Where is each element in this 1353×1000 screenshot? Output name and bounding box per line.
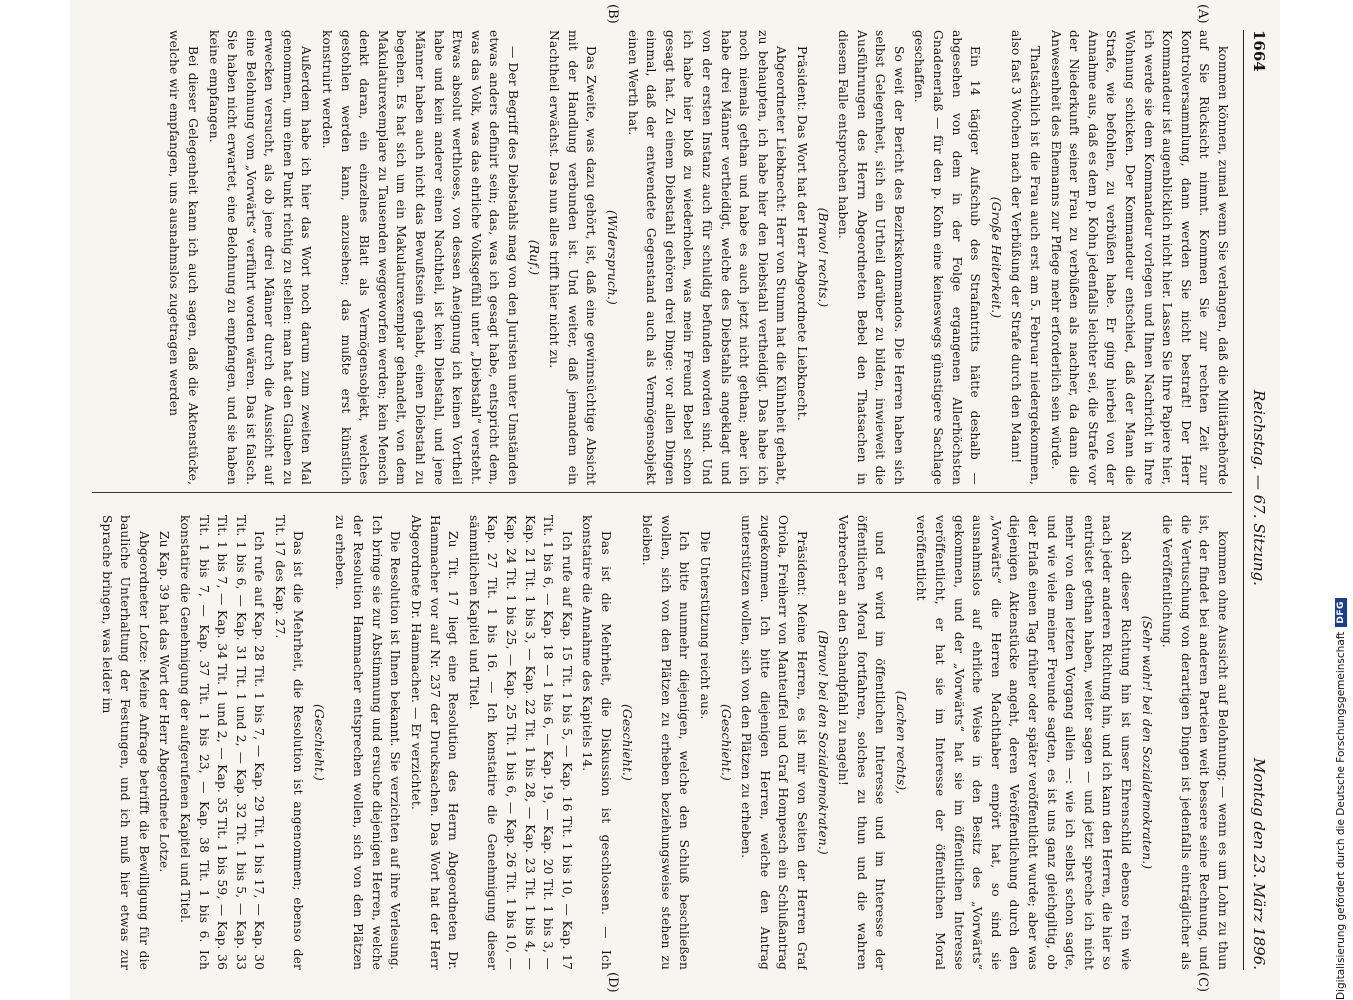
dfg-logo: DFG bbox=[1335, 598, 1347, 627]
paragraph: Das Zweite, was dazu gehört, ist, daß eine gewinnsüchtige Absicht mit der Handlung verbunden ist. Und weiter, daß jemandem ein Nachtheil erwächst. Das nun alles trifft hier nicht zu. bbox=[547, 30, 599, 485]
paragraph: Bei dieser Gelegenheit kann ich auch sagen, daß die Aktenstücke, welche wir empfangen, uns ausnahmslos zugetragen werden bbox=[167, 30, 200, 485]
paragraph: Abgeordneter Liebknecht: Herr von Stumm hat die Kühnheit gehabt, zu behaupten, ich habe hier den Diebstahl vertheidigt. Das habe ich noch niemals gethan und habe es auch jetzt nicht gethan; aber ich habe drei Männer vertheidigt, welche des Diebstahls angeklagt und von der ersten Instanz auch für schuldig befunden worden sind. Und ich habe hier bloß zu wiederholen, was mein Freund Bebel schon gesagt hat. Zu einem Diebstahl gehören drei Dinge: vor allen Dingen einmal, daß der entwendete Gegenstand auch als Vermögensobjekt einen Werth hat. bbox=[625, 30, 789, 485]
paragraph: und er wird im öffentlichen Interesse und im Interesse der öffentlichen Moral fortfahren, solches zu thun und die wahren Verbrecher an den Schandpfahl zu nageln! bbox=[836, 515, 888, 970]
digitization-credit bbox=[1333, 440, 1349, 1000]
paragraph: kommen können, zumal wenn Sie verlangen, daß die Militärbehörde auf Sie Rücksicht nimmt. Kommen Sie zur rechten Zeit zur Kontrolversammlung, dann werden Sie nicht bestraft! Der Herr Kommandeur ist augenblicklich nicht hier. Lassen Sie Ihre Papiere hier, ich werde sie dem Kommandeur vorlegen und Ihnen Nachricht in Ihre Wohnung schicken. Der Kommandeur entschied, daß der Mann die Strafe, wie befohlen, zu verbüßen habe. Er ging hierbei von der Annahme aus, daß es dem p. Kohn jedenfalls leichter sei, die Strafe vor der Niederkunft seiner Frau zu verbüßen als nachher, da dann die Anwesenheit des Ehemanns zur Pflege mehr erforderlich sein würde. bbox=[1048, 30, 1230, 485]
stage-direction: (Ruf.) bbox=[526, 239, 541, 276]
stage-direction: (Bravo! bei den Sozialdemokraten.) bbox=[815, 630, 830, 855]
paragraph: Präsident: Das Wort hat der Herr Abgeordnete Liebknecht. bbox=[794, 46, 809, 421]
margin-mark-c: (C) bbox=[1195, 972, 1210, 993]
paragraph: Die Unterstützung reicht aus. bbox=[697, 531, 712, 720]
stage-direction: (Geschieht.) bbox=[619, 704, 634, 781]
paragraph: Außerdem habe ich hier das Wort noch darum zum zweiten Mal genommen, um einen Punkt richtig zu stellen: man hat den Glauben zu erwecken versucht, als ob jene drei Männer durch die Aussicht auf eine Belohnung vom „Vorwärts“ verführt worden wären. Das ist falsch. Sie haben nicht erwartet, eine Belohnung zu empfangen, und sie haben keine empfangen. bbox=[206, 30, 314, 485]
header-date: Montag den 23. März 1896. bbox=[1250, 757, 1268, 970]
paragraph: Präsident: Meine Herren, es ist mir von Seiten der Herren Graf Oriola, Freiherr von Manteuffel und Graf Hompesch ein Schlußantrag zugekommen. Ich bitte diejenigen Herren, welche den Antrag unterstützen wollen, sich von den Plätzen zu erheben. bbox=[739, 515, 809, 970]
paragraph: Abgeordneter Lotze: Meine Anfrage betrifft die Bewilligung für die bauliche Unterhaltung der Festungen, und ich muß hier etwas zur Sprache bringen, was leider im bbox=[99, 515, 151, 970]
page-number: 1664 bbox=[1250, 30, 1268, 72]
margin-mark-d: (D) bbox=[605, 972, 620, 993]
stage-direction: (Bravo! rechts.) bbox=[815, 207, 830, 308]
stage-direction: (Lachen rechts), bbox=[893, 690, 908, 795]
rotated-newspaper-page bbox=[70, 0, 1280, 1000]
stage-direction: (Geschieht.) bbox=[312, 704, 327, 781]
margin-mark-a: (A) bbox=[1195, 4, 1210, 24]
paragraph: Zu Kap. 39 hat das Wort der Herr Abgeordnete Lotze. bbox=[157, 531, 172, 873]
paragraph: Ein 14 tägiger Aufschub des Strafantritts hätte deshalb — abgesehen von dem in der Folge ergangenen Allerhöchsten Gnadenerlaß — für den p. Kohn eine keineswegs günstigere Sachlage geschaffen. bbox=[912, 30, 983, 485]
stage-direction: (Sehr wahr! bei den Sozialdemokraten.) bbox=[1139, 615, 1154, 870]
column-divider bbox=[92, 492, 1232, 493]
paragraph: Das ist die Mehrheit, die Resolution ist angenommen; ebenso der Tit. 17 des Kap. 27. bbox=[272, 515, 306, 970]
page-header bbox=[1243, 30, 1274, 970]
stage-direction: (Große Heiterkeit.) bbox=[988, 196, 1003, 319]
paragraph: — Der Begriff des Diebstahls mag von den Juristen unter Umständen etwas anders definirt sein; das, was ich gesagt habe, entspricht dem, was das Volk, was das ehrliche Volksgefühl unter „Diebstahl“ versteht. Etwas absolut werthloses, von dessen Aneignung ich keinen Vortheil habe und kein anderer einen Nachtheil, ist kein Diebstahl, und jene Männer haben auch nicht das Bewußtsein gehabt, einen Diebstahl zu begehen. Es hat sich um ein Makulaturexemplar gehandelt, von dem Makulaturexemplare zu Tausenden weggeworfen werden; kein Mensch denkt daran, ein einzelnes Blatt als Vermögensobjekt, welches gestohlen werden kann, anzusehen; das mußte erst künstlich konstruirt werden. bbox=[320, 30, 521, 485]
right-text-column bbox=[82, 515, 1232, 970]
paragraph: Ich rufe auf Kap. 15 Tit. 1 bis 5, — Kap. 16 Tit. 1 bis 10, — Kap. 17 Tit. 1 bis 6, — Kap. 18 — 1 bis 6, — Kap. 19, — Kap. 20 Tit. 1 bis 3, — Kap. 21 Tit. 1 bis 3, — Kap. 22 Tit. 1 bis 28, — Kap. 23 Tit. 1 bis 4, — Kap. 24 Tit. 1 bis 25, — Kap. 25 Tit. 1 bis 6, — Kap. 26 Tit. 1 bis 10, — Kap. 27 Tit. 1 bis 16. — Ich konstatire die Genehmigung dieser sämmtlichen Kapitel und Titel. bbox=[466, 515, 574, 970]
stage-direction: (Widerspruch.) bbox=[605, 210, 619, 305]
paragraph: Das ist die Mehrheit, die Diskussion ist geschlossen. — Ich konstatire die Annahme des Kapitels 14. bbox=[580, 515, 613, 970]
paragraph: Nach dieser Richtung hin ist unser Ehrenschild ebenso rein wie nach jeder anderen Richtung hin, und ich kann den Herren, die hier so entrüstet gethan haben, weiter sagen — und jetzt spreche ich nicht mehr von dem letzten Vorgang allein —: wie ich selbst schon sagte, und wie viele meiner Freunde sagten, es ist uns ganz gleichgiltig, ob der Erlaß einen Tag früher oder später veröffentlicht wurde; aber was diejenigen Aktenstücke angeht, deren Veröffentlichung durch den „Vorwärts“ die Herren Machthaber empört hat, so sind sie ausnahmslos auf ehrliche Weise in den Besitz des „Vorwärts“ gekommen, und der „Vorwärts“ hat sie im öffentlichen Interesse veröffentlicht, er hat sie im Interesse der öffentlichen Moral veröffentlicht bbox=[914, 515, 1134, 970]
paragraph: Ich rufe auf Kap. 28 Tit. 1 bis 7, — Kap. 29 Tit. 1 bis 17, — Kap. 30 Tit. 1 bis 6, — Kap. 31 Tit. 1 und 2, — Kap. 32 Tit. 1 bis 5, — Kap. 33 Tit. 1 bis 7, — Kap. 34 Tit. 1 und 2, — Kap. 35 Tit. 1 bis 59, — Kap. 36 Tit. 1 bis 7, — Kap. 37 Tit. 1 bis 23, — Kap. 38 Tit. 1 bis 6. Ich konstatire die Genehmigung der aufgerufenen Kapitel und Titel. bbox=[177, 515, 267, 970]
header-session: Reichstag. — 67. Sitzung. bbox=[1250, 390, 1268, 586]
paragraph: Die Resolution ist Ihnen bekannt. Sie verzichten auf ihre Verlesung. Ich bringe sie zur Abstimmung und ersuche diejenigen Herren, welche der Resolution Hammacher entsprechen wollen, sich von den Plätzen zu erheben. bbox=[332, 515, 403, 970]
paragraph: So weit der Bericht des Bezirkskommandos. Die Herren haben sich selbst Gelegenheit, sich ein Urtheil darüber zu bilden, inwieweit die Ausführungen des Herrn Abgeordneten Bebel den Thatsachen in diesem Falle entsprochen haben. bbox=[836, 30, 906, 485]
paragraph: kommen ohne Aussicht auf Belohnung; — wenn es um Lohn zu thun ist, der findet bei anderen Parteien weit bessere seine Rechnung, und die Vertuschung von derartigen Dingen ist jedenfalls einträglicher als die Veröffentlichung. bbox=[1160, 515, 1230, 970]
left-text-column bbox=[82, 30, 1232, 485]
margin-mark-b: (B) bbox=[605, 4, 620, 24]
paragraph: Zu Tit. 17 liegt eine Resolution des Herrn Abgeordneten Dr. Hammacher vor auf Nr. 237 der Drucksachen. Das Wort hat der Herr Abgeordnete Dr. Hammacher. — Er verzichtet. bbox=[409, 515, 461, 970]
paragraph: Thatsächlich ist die Frau auch erst am 5. Februar niedergekommen, also fast 3 Wochen nach der Verbüßung der Strafe durch den Mann! bbox=[1009, 30, 1043, 485]
credit-text: Digitalisierung gefördert durch die Deutsche Forschungsgemeinschaft bbox=[1335, 631, 1347, 1000]
paragraph: Ich bitte nunmehr diejenigen, welche den Schluß beschließen wollen, sich von den Plätzen zu erheben beziehungsweise stehen zu bleiben. bbox=[640, 515, 692, 970]
stage-direction: (Geschieht.) bbox=[718, 704, 733, 781]
